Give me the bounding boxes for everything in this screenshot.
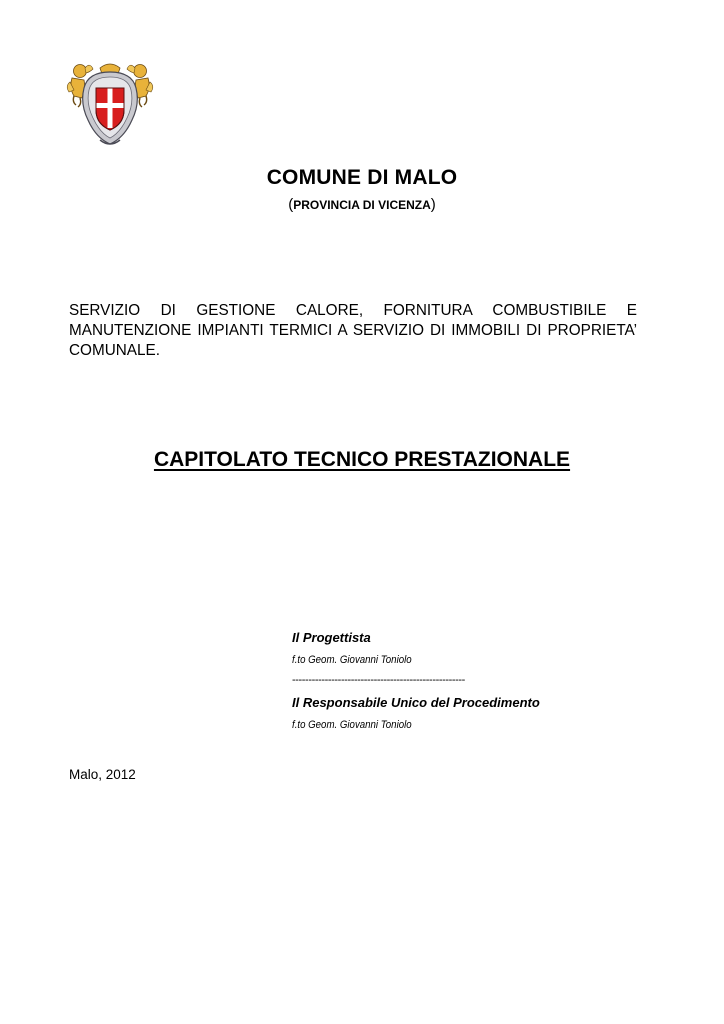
- designer-role: Il Progettista: [292, 630, 371, 645]
- municipality-name: COMUNE DI MALO: [266, 166, 458, 189]
- rup-signature: f.to Geom. Giovanni Toniolo: [292, 719, 412, 731]
- rup-role: Il Responsabile Unico del Procedimento: [292, 695, 540, 710]
- document-title: CAPITOLATO TECNICO PRESTAZIONALE: [153, 448, 571, 471]
- service-description: SERVIZIO DI GESTIONE CALORE, FORNITURA COMBUSTIBILE E MANUTENZIONE IMPIANTI TERMICI A SERVIZIO DI IMMOBILI DI PROPRIETA’ COMUNALE.: [69, 302, 637, 359]
- signature-separator: -----------------------------------------------------: [292, 674, 465, 686]
- crest-shield: [96, 88, 124, 130]
- place-and-date: Malo, 2012: [69, 767, 136, 782]
- province-paren-open: (: [288, 196, 294, 213]
- municipal-crest: [66, 58, 154, 148]
- province-paren-close: ): [430, 196, 436, 213]
- province-line: [0, 196, 724, 213]
- province-name: PROVINCIA DI VICENZA: [293, 198, 431, 212]
- designer-signature: f.to Geom. Giovanni Toniolo: [292, 654, 412, 666]
